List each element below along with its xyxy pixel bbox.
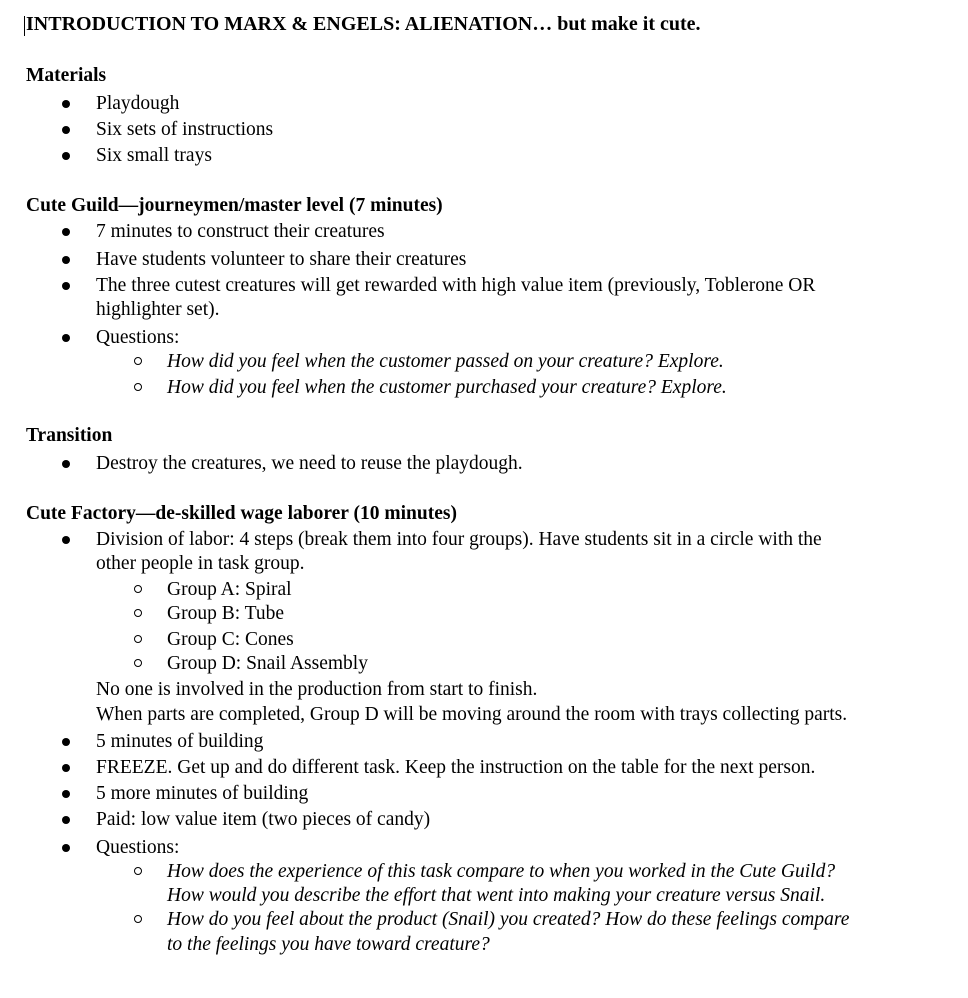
bullet-icon	[62, 228, 70, 236]
factory-question-continuation: How would you describe the effort that went into making your creature versus Snail.	[167, 885, 826, 906]
factory-note: When parts are completed, Group D will be moving around the room with trays collecting parts.	[96, 704, 848, 725]
sub-bullet-icon	[134, 357, 142, 365]
bullet-icon	[62, 790, 70, 798]
guild-heading: Cute Guild—journeymen/master level (7 minutes)	[26, 195, 443, 216]
bullet-icon	[62, 100, 70, 108]
transition-item: Destroy the creatures, we need to reuse the playdough.	[96, 453, 523, 474]
guild-item-continuation: highlighter set).	[96, 299, 220, 320]
factory-group: Group D: Snail Assembly	[167, 653, 368, 674]
factory-item: FREEZE. Get up and do different task. Keep the instruction on the table for the next person.	[96, 757, 816, 778]
materials-item: Six small trays	[96, 145, 212, 166]
bullet-icon	[62, 764, 70, 772]
factory-item: Paid: low value item (two pieces of candy)	[96, 809, 431, 830]
factory-group: Group C: Cones	[167, 629, 294, 650]
materials-item: Playdough	[96, 93, 180, 114]
factory-question-continuation: to the feelings you have toward creature?	[167, 934, 490, 955]
bullet-icon	[62, 816, 70, 824]
guild-item: 7 minutes to construct their creatures	[96, 221, 385, 242]
factory-group: Group B: Tube	[167, 603, 285, 624]
bullet-icon	[62, 282, 70, 290]
factory-item: 5 minutes of building	[96, 731, 264, 752]
sub-bullet-icon	[134, 635, 142, 643]
sub-bullet-icon	[134, 915, 142, 923]
factory-question: How does the experience of this task compare to when you worked in the Cute Guild?	[167, 861, 836, 882]
bullet-icon	[62, 844, 70, 852]
materials-heading: Materials	[26, 65, 107, 86]
guild-item: Have students volunteer to share their creatures	[96, 249, 467, 270]
factory-note: No one is involved in the production from start to finish.	[96, 679, 538, 700]
bullet-icon	[62, 256, 70, 264]
guild-question: How did you feel when the customer purchased your creature? Explore.	[167, 377, 727, 398]
factory-division-continuation: other people in task group.	[96, 553, 305, 574]
sub-bullet-icon	[134, 609, 142, 617]
bullet-icon	[62, 152, 70, 160]
factory-division: Division of labor: 4 steps (break them into four groups). Have students sit in a circle with the	[96, 529, 822, 550]
bullet-icon	[62, 126, 70, 134]
text-cursor	[24, 16, 25, 36]
factory-question: How do you feel about the product (Snail) you created? How do these feelings compare	[167, 909, 850, 930]
factory-item: 5 more minutes of building	[96, 783, 309, 804]
sub-bullet-icon	[134, 585, 142, 593]
factory-questions-label: Questions:	[96, 837, 180, 858]
transition-heading: Transition	[26, 425, 113, 446]
guild-item: The three cutest creatures will get rewarded with high value item (previously, Toblerone OR	[96, 275, 816, 296]
bullet-icon	[62, 460, 70, 468]
document-title: INTRODUCTION TO MARX & ENGELS: ALIENATION… but make it cute.	[26, 13, 701, 35]
guild-questions-label: Questions:	[96, 327, 180, 348]
factory-heading: Cute Factory—de-skilled wage laborer (10 minutes)	[26, 503, 457, 524]
sub-bullet-icon	[134, 867, 142, 875]
materials-item: Six sets of instructions	[96, 119, 274, 140]
bullet-icon	[62, 738, 70, 746]
guild-question: How did you feel when the customer passed on your creature? Explore.	[167, 351, 724, 372]
bullet-icon	[62, 536, 70, 544]
factory-group: Group A: Spiral	[167, 579, 292, 600]
bullet-icon	[62, 334, 70, 342]
sub-bullet-icon	[134, 383, 142, 391]
sub-bullet-icon	[134, 659, 142, 667]
